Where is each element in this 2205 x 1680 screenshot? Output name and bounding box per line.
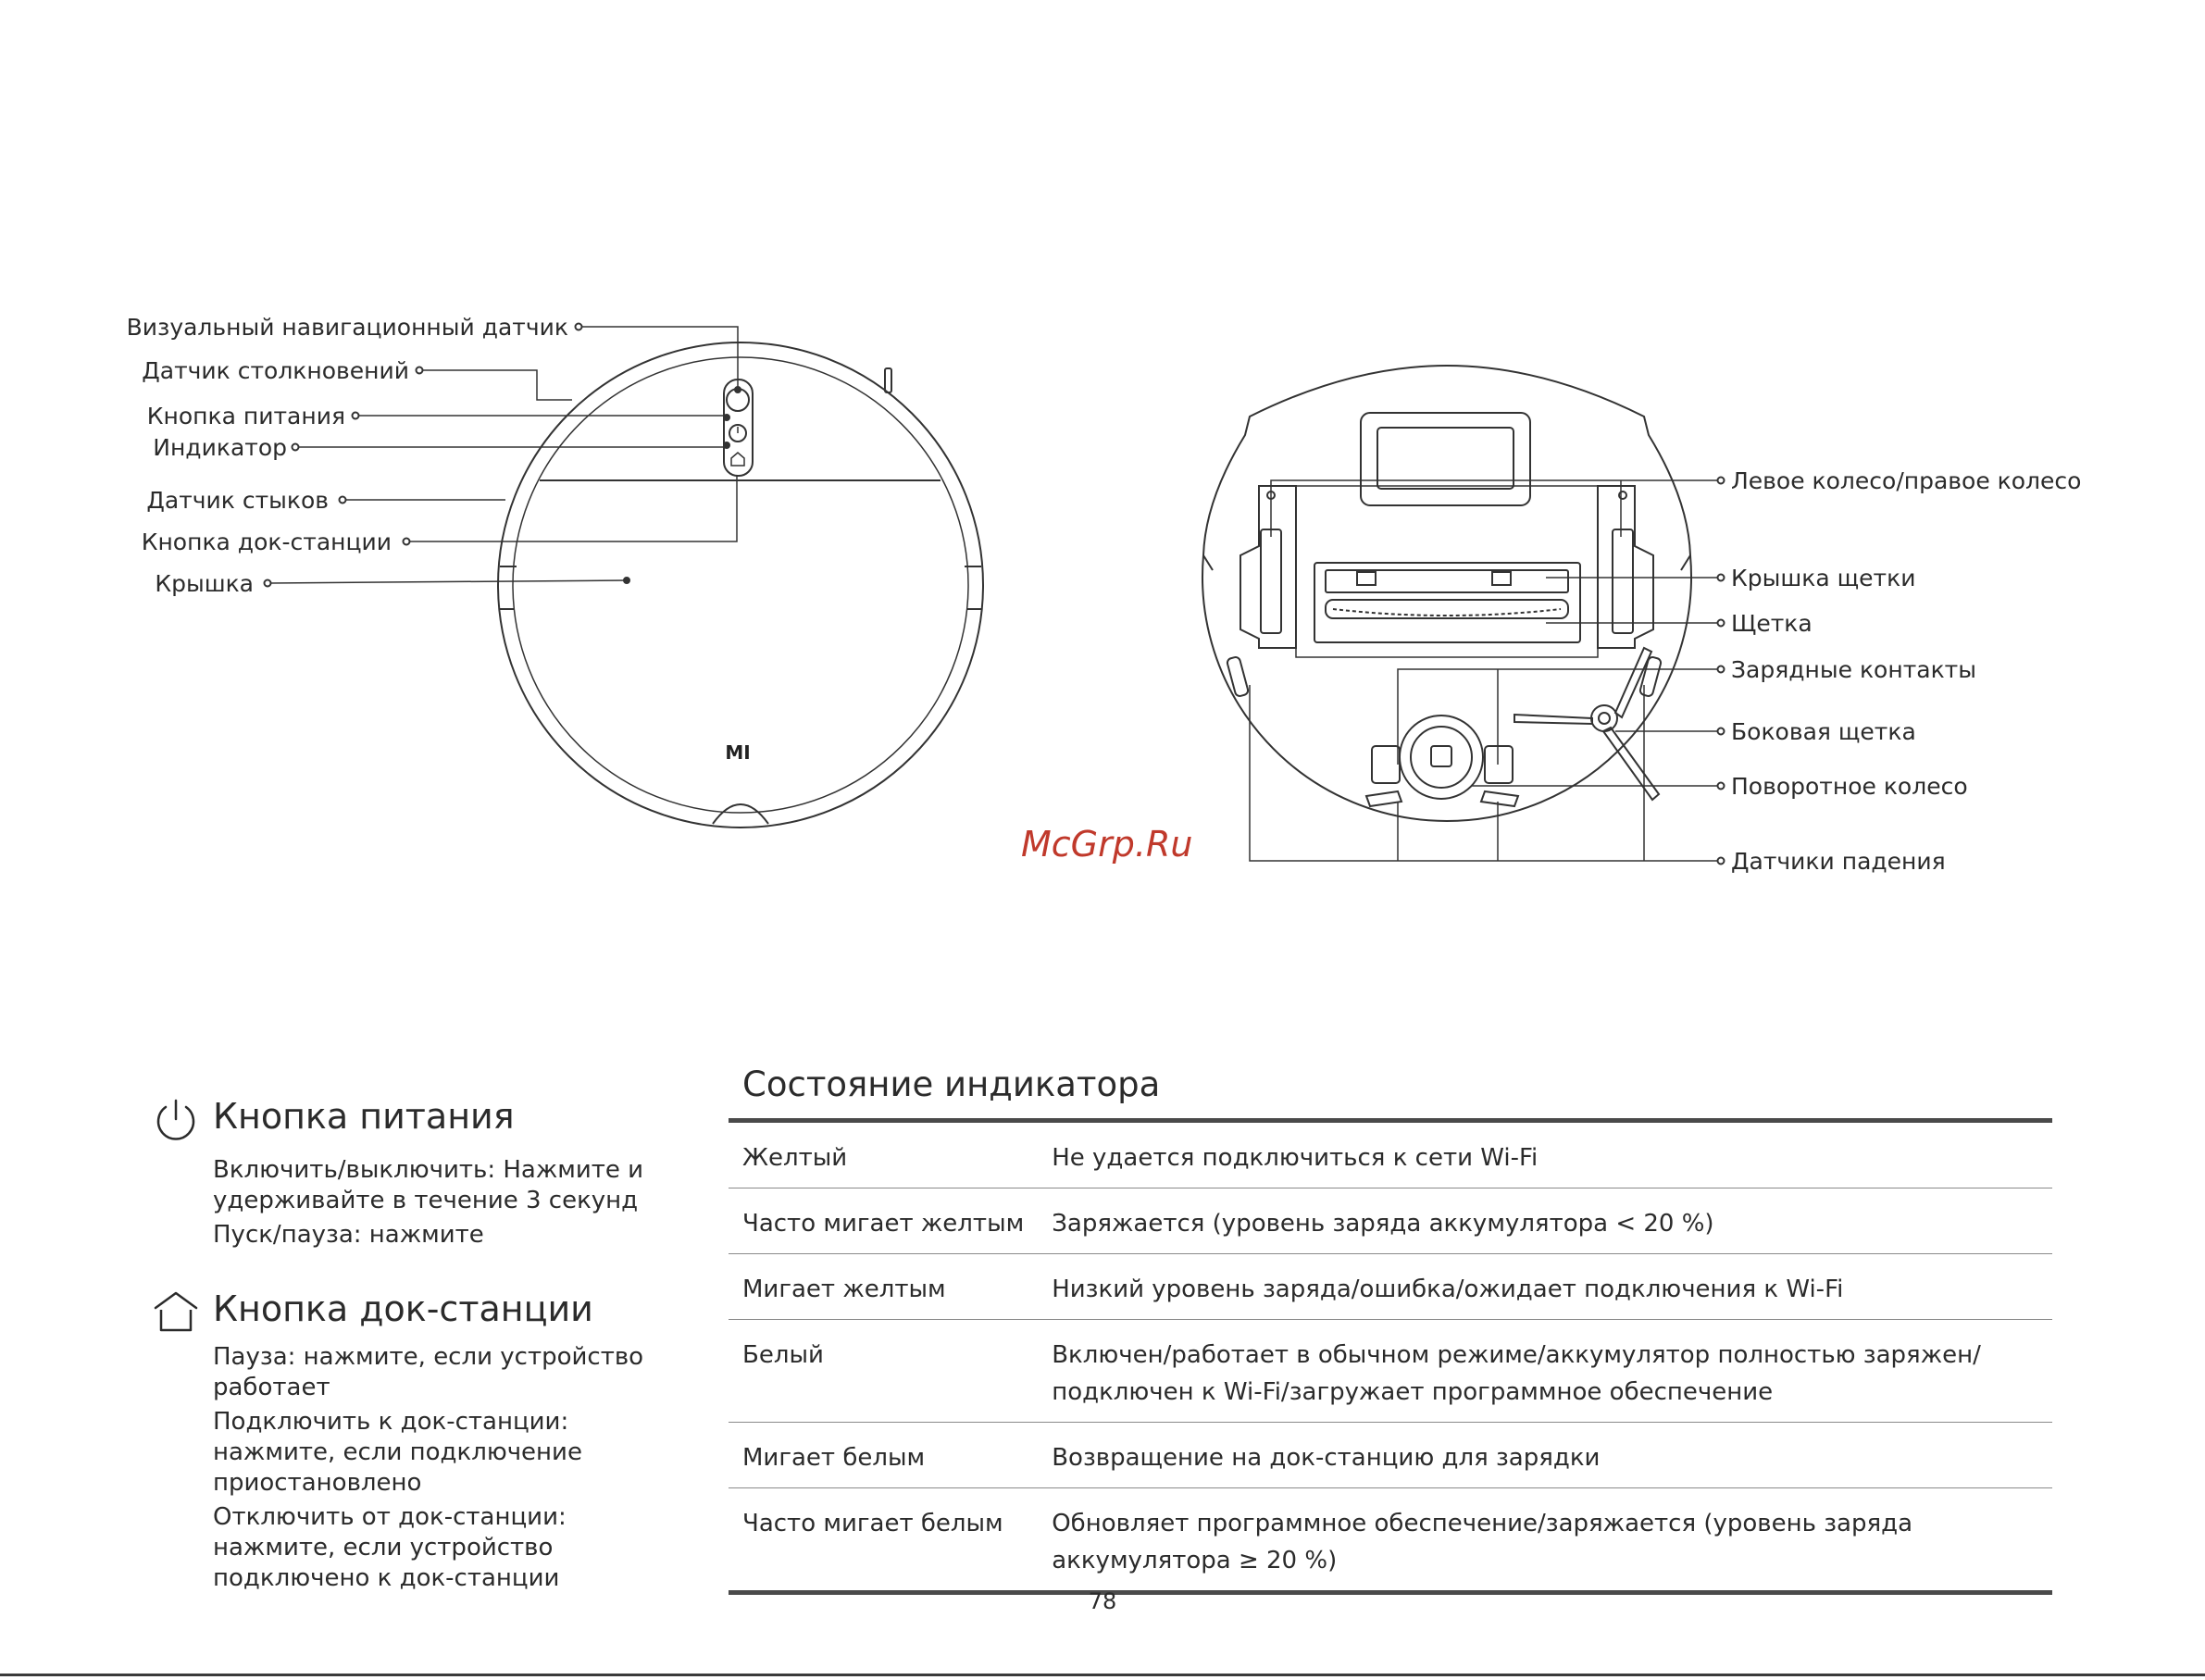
indicator-meaning: Не удается подключиться к сети Wi-Fi bbox=[1052, 1144, 1539, 1172]
label-lid: Крышка bbox=[155, 570, 254, 597]
table-row bbox=[729, 1188, 2052, 1254]
indicator-state: Часто мигает желтым bbox=[729, 1188, 1038, 1254]
label-charging-contacts: Зарядные контакты bbox=[1731, 656, 1976, 683]
dock-button-line: Отключить от док-станции: нажмите, если устройство подключено к док-станции bbox=[213, 1503, 567, 1592]
label-indicator: Индикатор bbox=[153, 434, 287, 461]
robot-top-view bbox=[265, 324, 984, 828]
label-joint-sensor: Датчик стыков bbox=[146, 487, 329, 514]
power-button-line: Пуск/пауза: нажмите bbox=[213, 1221, 484, 1249]
dock-button-line: Подключить к док-станции: нажмите, если подключение приостановлено bbox=[213, 1408, 582, 1497]
table-row bbox=[729, 1121, 2052, 1188]
power-button-title: Кнопка питания bbox=[213, 1096, 515, 1137]
table-row bbox=[729, 1254, 2052, 1320]
power-button-line: Включить/выключить: Нажмите и удерживайте в течение 3 секунд bbox=[213, 1156, 644, 1214]
label-brush-cover: Крышка щетки bbox=[1731, 565, 1916, 591]
dock-button-description bbox=[213, 1342, 676, 1598]
robot-bottom-view bbox=[1202, 366, 1725, 865]
dock-button-title: Кнопка док-станции bbox=[213, 1288, 593, 1329]
dock-button-line: Пауза: нажмите, если устройство работает bbox=[213, 1343, 644, 1401]
label-brush: Щетка bbox=[1731, 610, 1813, 637]
label-cliff-sensors: Датчики падения bbox=[1731, 848, 1946, 875]
table-row bbox=[729, 1423, 2052, 1488]
indicator-state: Мигает белым bbox=[729, 1423, 1038, 1488]
indicator-meaning: Возвращение на док-станцию для зарядки bbox=[1038, 1423, 2052, 1488]
label-visual-nav-sensor: Визуальный навигационный датчик bbox=[126, 314, 568, 341]
indicator-state: Белый bbox=[729, 1320, 1038, 1423]
mi-logo: MI bbox=[725, 741, 751, 764]
indicator-state: Желтый bbox=[742, 1144, 848, 1172]
indicator-meaning: Обновляет программное обеспечение/заряжается (уровень заряда аккумулятора ≥ 20 %) bbox=[1038, 1488, 2052, 1593]
home-icon bbox=[152, 1289, 200, 1334]
label-caster-wheel: Поворотное колесо bbox=[1731, 773, 1968, 800]
indicator-state: Мигает желтым bbox=[729, 1254, 1038, 1320]
page-number: 78 bbox=[1088, 1588, 1117, 1614]
label-left-right-wheel: Левое колесо/правое колесо bbox=[1731, 467, 2082, 494]
power-icon bbox=[152, 1097, 200, 1145]
indicator-meaning: Заряжается (уровень заряда аккумулятора < 20 %) bbox=[1038, 1188, 2052, 1254]
indicator-meaning: Включен/работает в обычном режиме/аккумулятор полностью заряжен/подключен к Wi-Fi/загружает программное обеспечение bbox=[1038, 1320, 2052, 1423]
table-row bbox=[729, 1320, 2052, 1423]
indicator-table bbox=[729, 1118, 2052, 1595]
label-collision-sensor: Датчик столкновений bbox=[142, 357, 409, 384]
indicator-meaning: Низкий уровень заряда/ошибка/ожидает подключения к Wi-Fi bbox=[1038, 1254, 2052, 1320]
label-power-button: Кнопка питания bbox=[146, 403, 345, 429]
watermark: McGrp.Ru bbox=[1021, 824, 1193, 865]
bottom-rule bbox=[0, 1674, 2205, 1676]
label-dock-button: Кнопка док-станции bbox=[141, 529, 392, 555]
power-button-description bbox=[213, 1155, 648, 1254]
table-row bbox=[729, 1488, 2052, 1593]
label-side-brush: Боковая щетка bbox=[1731, 718, 1916, 745]
indicator-state: Часто мигает белым bbox=[729, 1488, 1038, 1593]
indicator-title: Состояние индикатора bbox=[742, 1064, 1161, 1104]
